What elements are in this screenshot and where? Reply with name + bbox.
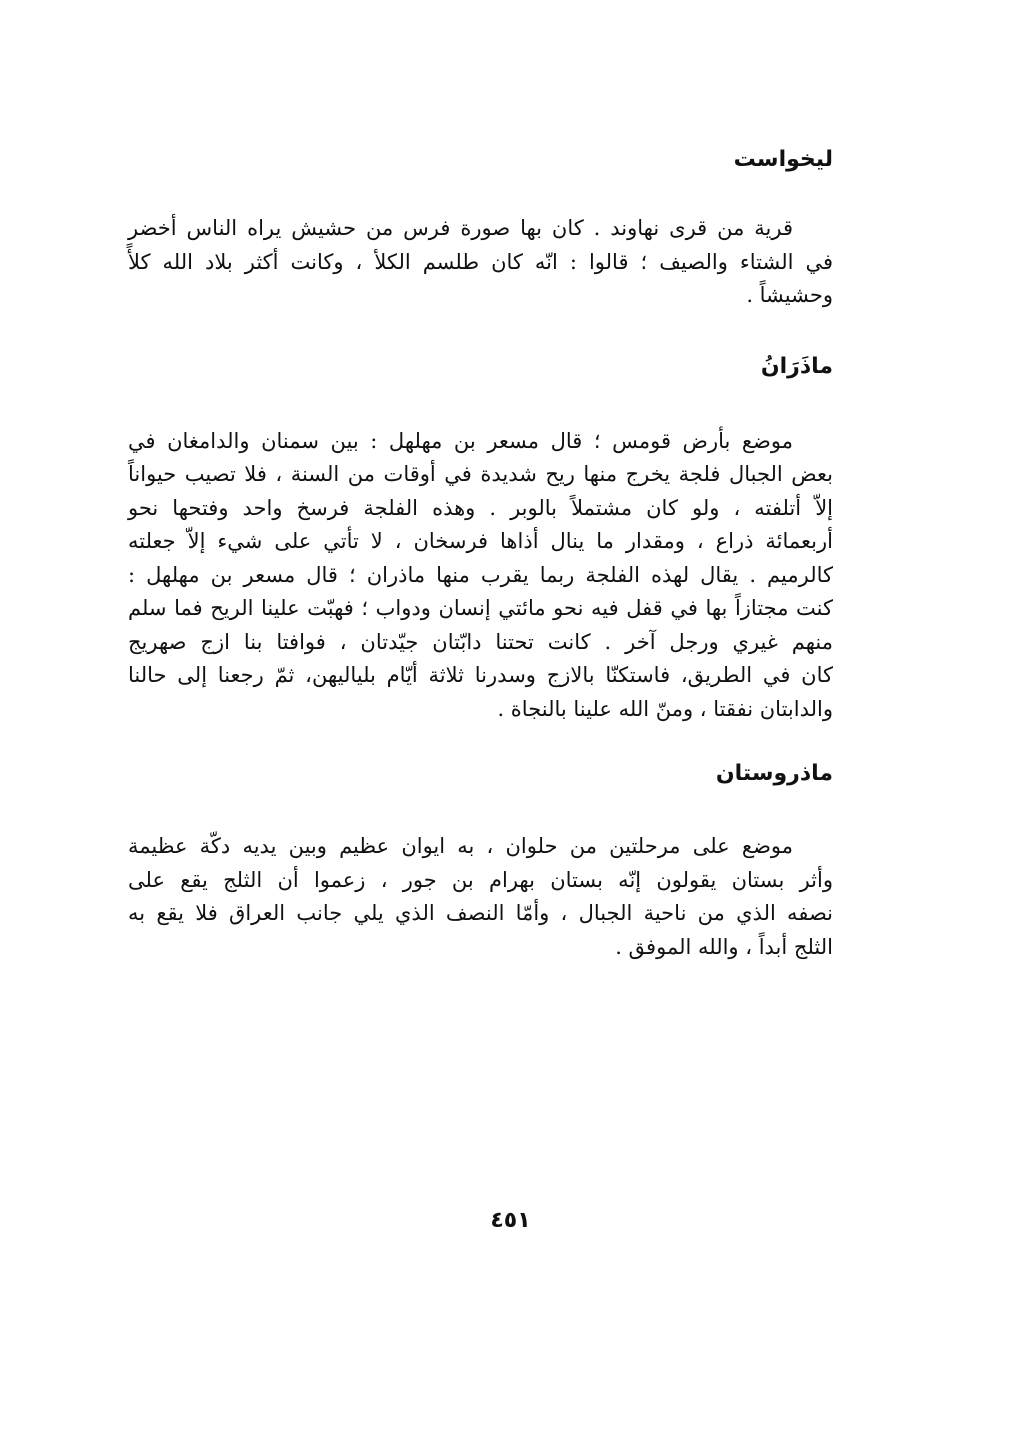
- text-line: الثلج أبداً ، والله الموفق .: [615, 934, 833, 959]
- entry-title: ماذَرَانُ: [760, 353, 833, 379]
- text-line: قرية من قرى نهاوند . كان بها صورة فرس من حشيش يراه الناس أخضر: [128, 216, 793, 240]
- text-line: منهم غيري ورجل آخر . كانت تحتنا دابّتان جيّدتان ، فوافتا بنا ازج صهريج: [128, 629, 833, 654]
- text-line: في الشتاء والصيف ؛ قالوا : انّه كان طلسم الكلأ ، وكانت أكثر بلاد الله كلأً: [128, 249, 833, 274]
- entry-body: [128, 212, 833, 313]
- text-line: إلاّ أتلفته ، ولو كان مشتملاً بالوبر . وهذه الفلجة فرسخ واحد وفتحها نحو: [128, 495, 833, 520]
- text-line: موضع بأرض قومس ؛ قال مسعر بن مهلهل : بين سمنان والدامغان في: [128, 428, 793, 453]
- text-line: نصفه الذي من ناحية الجبال ، وأمّا النصف الذي يلي جانب العراق فلا يقع به: [128, 901, 833, 925]
- entry-title: ماذروستان: [715, 761, 833, 786]
- entry-body: [128, 830, 833, 964]
- text-line: والدابتان نفقتا ، ومنّ الله علينا بالنجاة .: [497, 696, 833, 721]
- text-line: بعض الجبال فلجة يخرج منها ريح شديدة في أوقات من السنة ، فلا تصيب حيواناً: [128, 462, 833, 486]
- text-line: وأثر بستان يقولون إنّه بستان بهرام بن جور ، زعموا أن الثلج يقع على: [128, 867, 833, 892]
- text-line: كنت مجتازاً بها في قفل فيه نحو مائتي إنسان ودواب ؛ فهبّت علينا الريح فما سلم: [128, 596, 833, 620]
- entry-body: [128, 425, 833, 727]
- page-number: ٤٥١: [490, 1208, 531, 1233]
- document-page: [128, 140, 833, 964]
- text-line: كالرميم . يقال لهذه الفلجة ربما يقرب منها ماذران ؛ قال مسعر بن مهلهل :: [128, 562, 833, 587]
- text-line: وحشيشاً .: [746, 283, 833, 307]
- text-line: كان في الطريق، فاستكنّا بالازج وسدرنا ثلاثة أيّام بلياليهن، ثمّ رجعنا إلى حالنا: [128, 663, 833, 687]
- text-line: أربعمائة ذراع ، ومقدار ما ينال أذاها فرسخان ، لا تأتي على شيء إلاّ جعلته: [128, 529, 833, 553]
- entry-title: ليخواست: [733, 147, 833, 172]
- text-line: موضع على مرحلتين من حلوان ، به ايوان عظيم وبين يديه دكّة عظيمة: [128, 834, 793, 858]
